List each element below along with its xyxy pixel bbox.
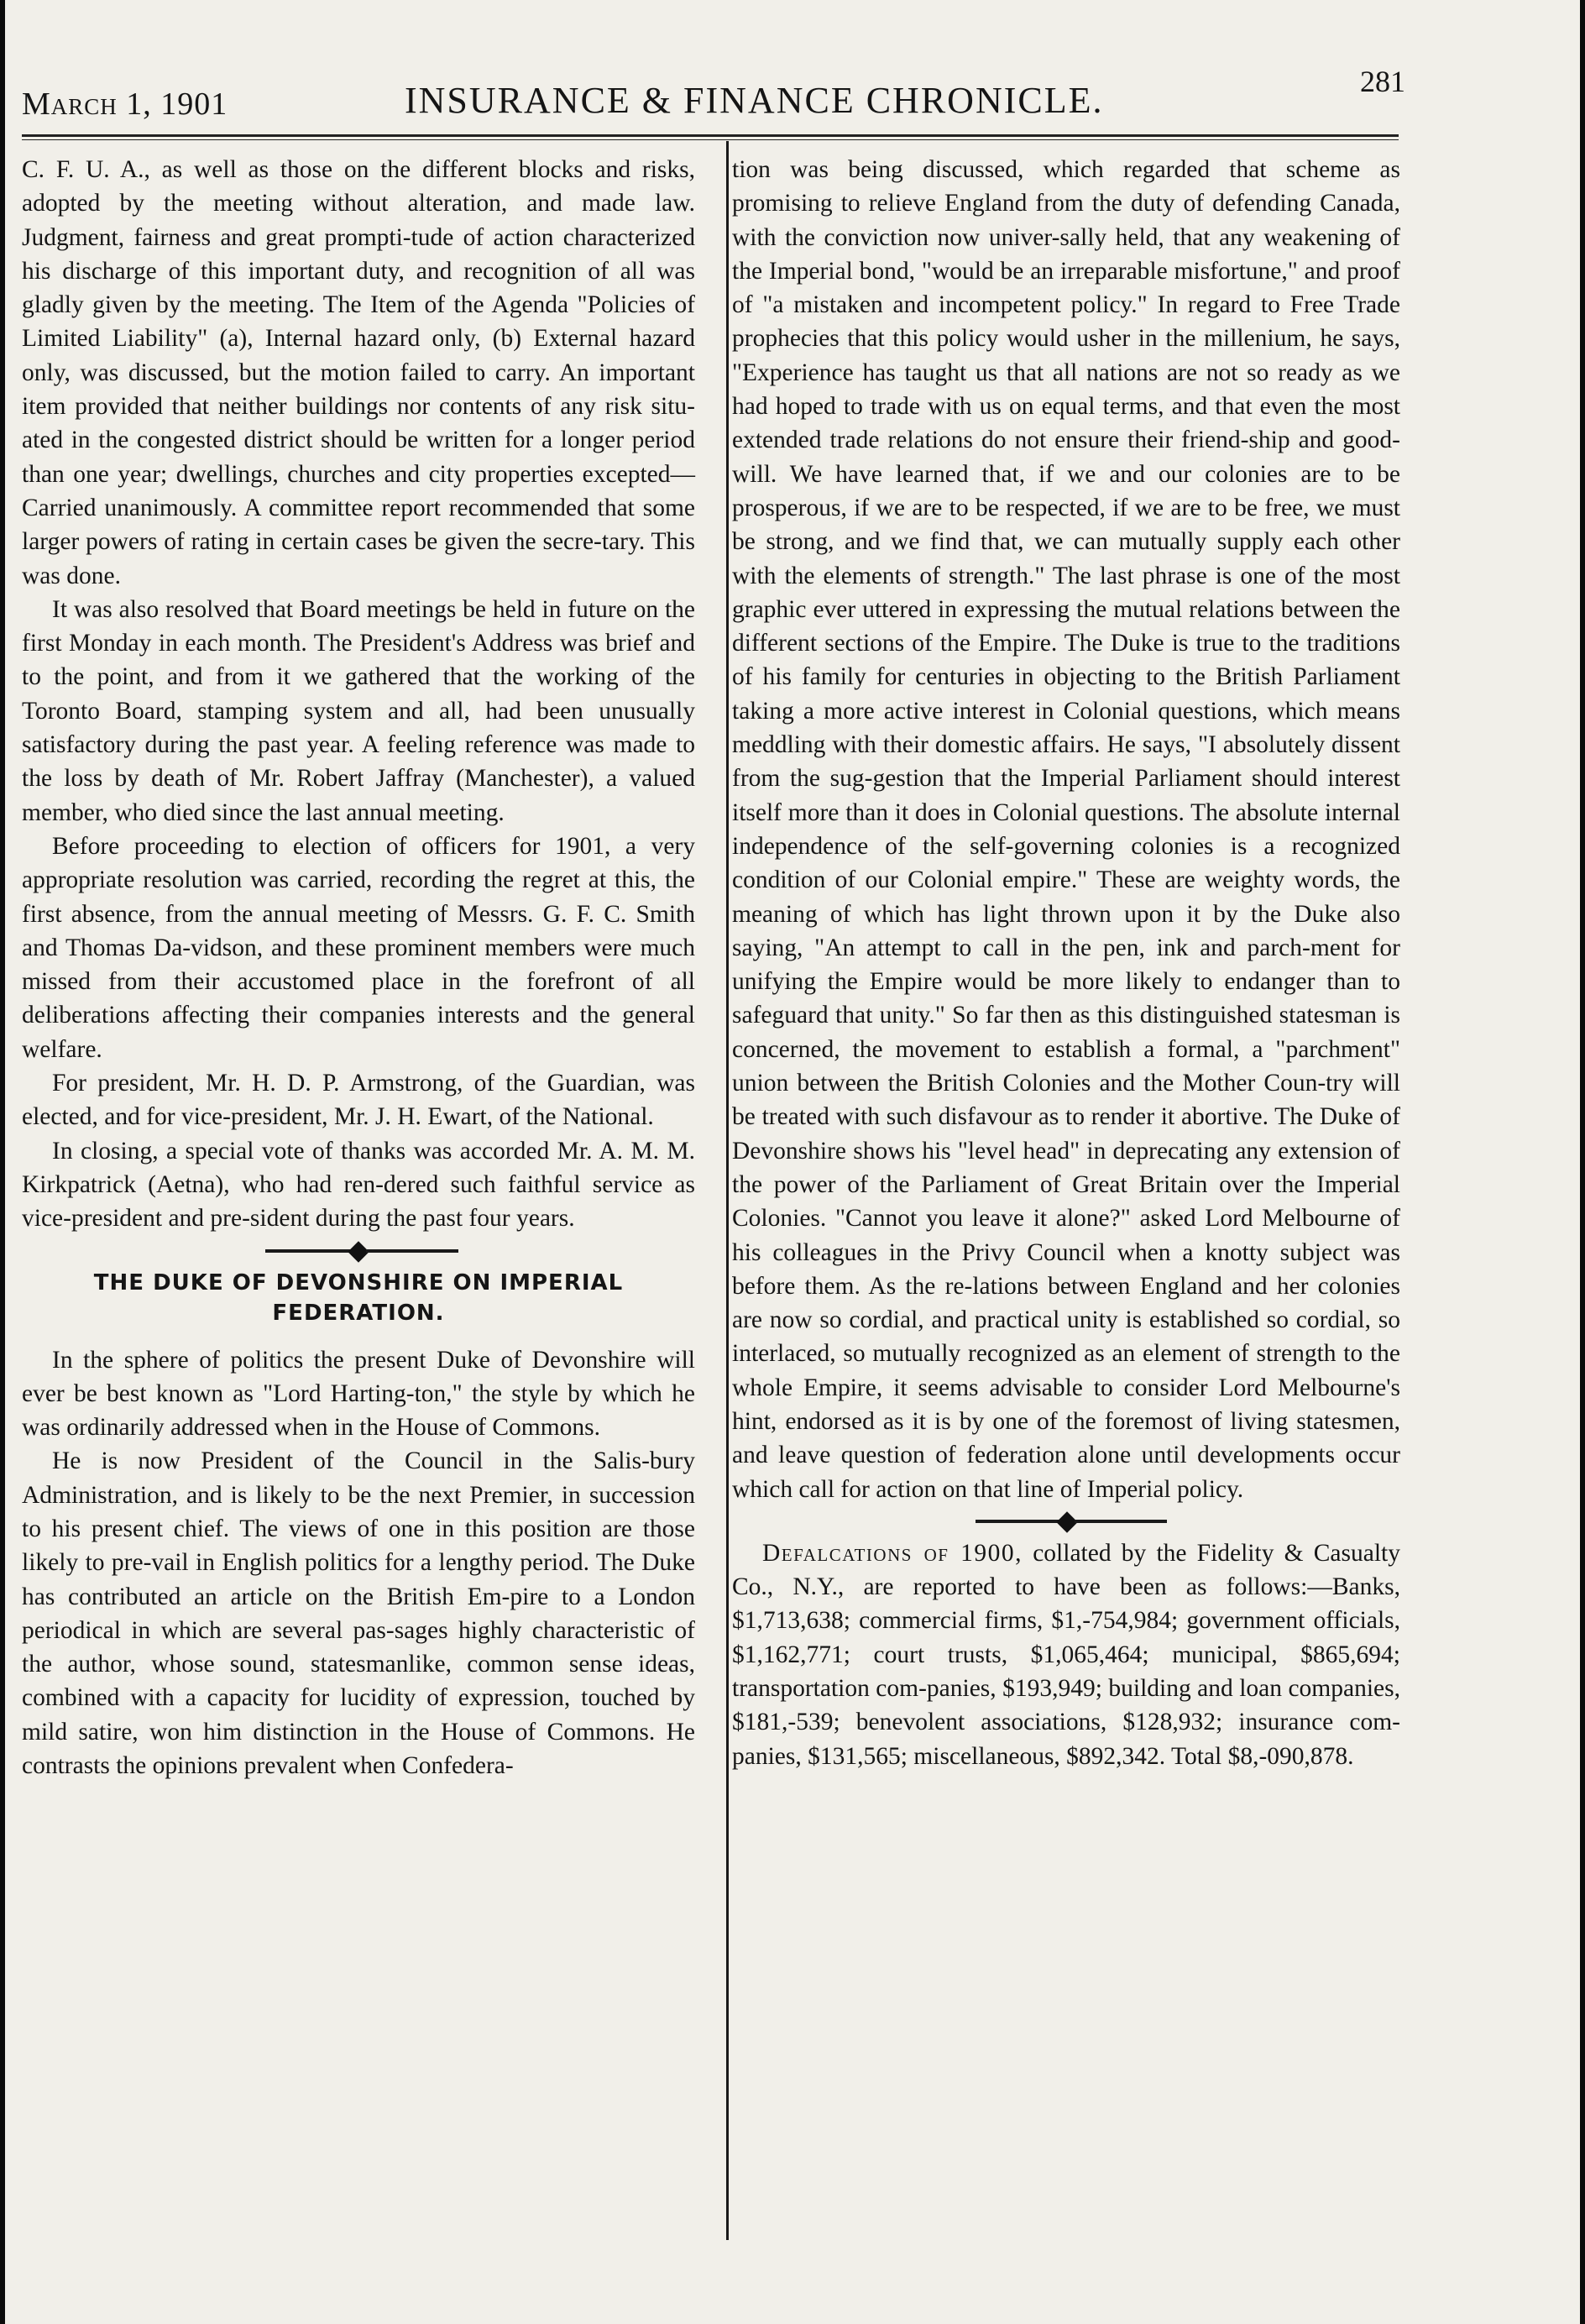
paragraph (732, 1536, 1400, 1773)
paragraph-lead: Defalcations of 1900, (762, 1539, 1023, 1567)
paragraph: C. F. U. A., as well as those on the different blocks and risks, adopted by the meeting without alteration, and made law. Judgment, fairness and great prompti-tude of action characterized his discharge of this important duty, and recognition of all was gladly given by the meeting. The Item of the Agenda "Policies of Limited Liability" (a), Internal hazard only, (b) External hazard only, was discussed, but the motion failed to carry. An important item provided that neither buildings nor contents of any risk situ-ated in the congested district should be written for a longer period than one year; dwellings, churches and city properties excepted—Carried unanimously. A committee report recommended that some larger powers of rating in certain cases be given the secre-tary. This was done. (22, 156, 695, 589)
section-ornament (22, 1239, 695, 1264)
publication-title: INSURANCE & FINANCE CHRONICLE. (405, 80, 1104, 121)
paragraph: It was also resolved that Board meetings be held in future on the first Monday in each month. The President's Address was brief and to the point, and from it we gathered that the working of the Toronto Board, stamping system and all, had been unusually satisfactory during the past year. A feeling reference was made to the loss by death of Mr. Robert Jaffray (Manchester), a valued member, who died since the last annual meeting. (22, 595, 695, 826)
section-ornament (732, 1510, 1400, 1535)
left-column (22, 153, 695, 1782)
header-rule (22, 134, 1399, 140)
column-divider (726, 141, 729, 2240)
paragraph: For president, Mr. H. D. P. Armstrong, of the Guardian, was elected, and for vice-president, Mr. J. H. Ewart, of the National. (22, 1070, 695, 1131)
right-column (732, 153, 1400, 1773)
paragraph: tion was being discussed, which regarded that scheme as promising to relieve England from the duty of defending Canada, with the conviction now univer-sally held, that any weakening of the Imperial bond, "would be an irreparable misfortune," and proof of "a mistaken and incompetent policy." In regard to Free Trade prophecies that this policy would usher in the millenium, he says, "Experience has taught us that all nations are not so ready as we had hoped to trade with us on equal terms, and that even the most extended trade relations do not ensure their friend-ship and good-will. We have learned that, if we and our colonies are to be prosperous, if we are to be respected, if we are to be free, we must be strong, and we find that, we can mutually supply each other with the elements of strength." The last phrase is one of the most graphic ever uttered in expressing the mutual relations between the different sections of the Empire. The Duke is true to the traditions of his family for centuries in objecting to the British Parliament taking a more active interest in Colonial questions, which means meddling with their domestic affairs. He says, "I absolutely dissent from the sug-gestion that the Imperial Parliament should interest itself more than it does in Colonial questions. The absolute internal independence of the self-governing colonies is a recognized condition of our Colonial empire." These are weighty words, the meaning of which has light thrown upon it by the Duke also saying, "An attempt to call in the pen, ink and parch-ment for unifying the Empire would be more likely to endanger than to safeguard that unity." So far then as this distinguished statesman is concerned, the movement to establish a formal, a "parchment" union between the British Colonies and the Mother Coun-try will be treated with such disfavour as to render it abortive. The Duke of Devonshire shows his "level head" in deprecating any extension of the power of the Parliament of Great Britain over the Imperial Colonies. "Cannot you leave it alone?" asked Lord Melbourne of his colleagues in the Privy Council when a knotty subject was before them. As the re-lations between England and her colonies are now so cordial, and practical unity is established so cordial, so interlaced, so mutually recognized as an element of strength to the whole Empire, it seems advisable to consider Lord Melbourne's hint, endorsed as it is by one of the foremost of living statesmen, and leave question of federation alone until developments occur which call for action on that line of Imperial policy. (732, 156, 1400, 1503)
page-number: 281 (1360, 65, 1405, 98)
newspaper-page (5, 0, 1580, 2324)
paragraph: Before proceeding to election of officers for 1901, a very appropriate resolution was carried, recording the regret at this, the first absence, from the annual meeting of Messrs. G. F. C. Smith and Thomas Da-vidson, and these prominent members were much missed from their accustomed place in the forefront of all deliberations affecting their companies interests and the general welfare. (22, 832, 695, 1063)
paragraph: In the sphere of politics the present Duke of Devonshire will ever be best known as "Lord Harting-ton," the style by which he was ordinarily addressed when in the House of Commons. (22, 1346, 695, 1442)
article-heading: THE DUKE OF DEVONSHIRE ON IMPERIAL FEDERATION. (93, 1269, 624, 1326)
paragraph: In closing, a special vote of thanks was accorded Mr. A. M. M. Kirkpatrick (Aetna), who had ren-dered such faithful service as vice-president and pre-sident during the past four years. (22, 1137, 695, 1233)
paragraph: He is now President of the Council in the Salis-bury Administration, and is likely to be the next Premier, in succession to his present chief. The views of one in this position are those likely to pre-vail in English politics for a lengthy period. The Duke has contributed an article on the British Em-pire to a London periodical in which are several pas-sages highly characteristic of the author, whose sound, statesmanlike, common sense ideas, combined with a capacity for lucidity of expression, touched by mild satire, won him distinction in the House of Commons. He contrasts the opinions prevalent when Confedera- (22, 1447, 695, 1780)
paragraph-body: collated by the Fidelity & Casualty Co., N.Y., are reported to have been as follows:—Banks, $1,713,638; commercial firms, $1,-754,984; government officials, $1,162,771; court trusts, $1,065,464; municipal, $865,694; transportation com-panies, $193,949; building and loan companies, $181,-539; benevolent associations, $128,932; insurance com-panies, $131,565; miscellaneous, $892,342. Total $8,-090,878. (732, 1539, 1400, 1770)
page-header (22, 65, 1405, 126)
issue-date: March 1, 1901 (22, 86, 228, 122)
